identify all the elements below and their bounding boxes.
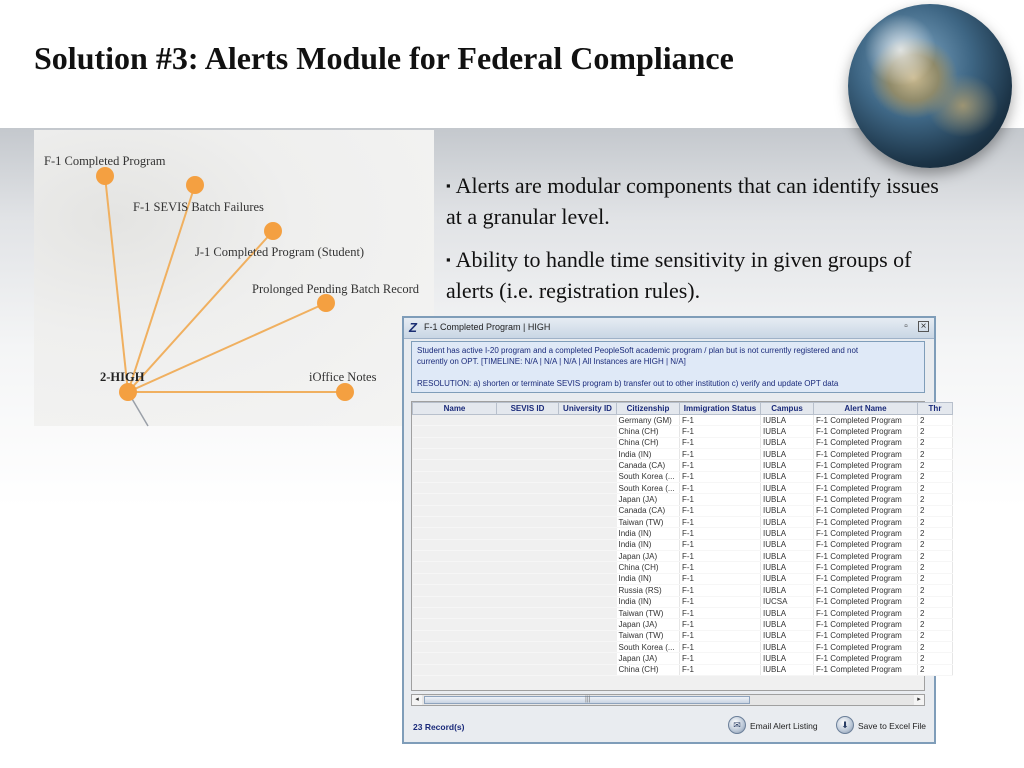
- table-cell: IUBLA: [761, 653, 814, 664]
- alert-description-line: Student has active I-20 program and a completed PeopleSoft academic program / plan but is not currently registered and not: [417, 346, 859, 355]
- table-cell: F-1 Completed Program: [814, 426, 918, 437]
- table-cell: 2: [918, 664, 953, 675]
- table-cell: [413, 539, 497, 550]
- table-cell: IUBLA: [761, 517, 814, 528]
- table-cell: F-1: [680, 471, 761, 482]
- table-cell: 2: [918, 449, 953, 460]
- table-row[interactable]: [413, 585, 953, 596]
- bullet-list: [446, 170, 946, 318]
- table-cell: 2: [918, 483, 953, 494]
- table-cell: IUBLA: [761, 471, 814, 482]
- table-cell: 2: [918, 471, 953, 482]
- table-cell: [559, 641, 617, 652]
- table-cell: [559, 426, 617, 437]
- table-cell: [559, 437, 617, 448]
- alert-table-body: [413, 415, 953, 676]
- column-header[interactable]: University ID: [559, 403, 617, 415]
- table-cell: [559, 585, 617, 596]
- node-label-f1-completed: F-1 Completed Program: [44, 154, 166, 168]
- table-cell: [559, 619, 617, 630]
- table-row[interactable]: [413, 653, 953, 664]
- table-cell: IUBLA: [761, 426, 814, 437]
- bullet-item: [446, 170, 946, 232]
- table-row[interactable]: [413, 517, 953, 528]
- table-cell: [413, 426, 497, 437]
- column-header[interactable]: Campus: [761, 403, 814, 415]
- table-cell: 2: [918, 596, 953, 607]
- table-cell: 2: [918, 630, 953, 641]
- table-cell: [413, 483, 497, 494]
- table-cell: IUBLA: [761, 573, 814, 584]
- table-cell: F-1 Completed Program: [814, 551, 918, 562]
- table-cell: F-1: [680, 573, 761, 584]
- bullet-text: Alerts are modular components that can identify issues at a granular level.: [446, 173, 939, 229]
- table-cell: Japan (JA): [617, 494, 680, 505]
- table-cell: F-1 Completed Program: [814, 505, 918, 516]
- table-cell: [559, 494, 617, 505]
- table-cell: IUBLA: [761, 460, 814, 471]
- table-row[interactable]: [413, 641, 953, 652]
- node-label-2-high: 2-HIGH: [100, 370, 145, 384]
- table-cell: India (IN): [617, 539, 680, 550]
- table-cell: F-1 Completed Program: [814, 471, 918, 482]
- table-row[interactable]: [413, 630, 953, 641]
- table-cell: [413, 517, 497, 528]
- table-cell: IUBLA: [761, 483, 814, 494]
- table-row[interactable]: [413, 619, 953, 630]
- table-cell: [559, 551, 617, 562]
- table-row[interactable]: [413, 505, 953, 516]
- table-cell: [497, 460, 559, 471]
- table-cell: [497, 573, 559, 584]
- table-cell: IUBLA: [761, 437, 814, 448]
- scroll-right-icon[interactable]: ▸: [914, 695, 924, 705]
- table-cell: 2: [918, 528, 953, 539]
- table-cell: IUBLA: [761, 630, 814, 641]
- table-cell: [413, 494, 497, 505]
- table-cell: South Korea (...: [617, 471, 680, 482]
- app-logo-icon: Z: [409, 320, 417, 335]
- table-row[interactable]: [413, 528, 953, 539]
- node-ioffice-notes[interactable]: [336, 383, 354, 401]
- alert-description-line: currently on OPT. [TIMELINE: N/A | N/A | N/A | All Instances are HIGH | N/A]: [417, 357, 686, 366]
- table-cell: South Korea (...: [617, 641, 680, 652]
- table-cell: IUBLA: [761, 449, 814, 460]
- table-row[interactable]: [413, 494, 953, 505]
- table-cell: 2: [918, 437, 953, 448]
- table-cell: India (IN): [617, 573, 680, 584]
- alert-description-spacer: [417, 367, 919, 378]
- table-cell: IUBLA: [761, 619, 814, 630]
- table-cell: [413, 460, 497, 471]
- table-cell: [497, 607, 559, 618]
- table-cell: F-1: [680, 449, 761, 460]
- scrollbar-thumb[interactable]: [424, 696, 750, 704]
- close-icon[interactable]: ×: [918, 321, 929, 332]
- edge-pending-batch: [128, 303, 326, 392]
- table-cell: 2: [918, 607, 953, 618]
- table-cell: [497, 415, 559, 426]
- table-cell: [413, 596, 497, 607]
- table-cell: [413, 664, 497, 675]
- email-alert-label: Email Alert Listing: [750, 721, 818, 731]
- alert-window: [402, 316, 942, 744]
- table-cell: [413, 528, 497, 539]
- table-cell: F-1 Completed Program: [814, 641, 918, 652]
- table-row[interactable]: [413, 664, 953, 675]
- table-cell: F-1 Completed Program: [814, 619, 918, 630]
- table-cell: IUBLA: [761, 505, 814, 516]
- column-header[interactable]: SEVIS ID: [497, 403, 559, 415]
- window-statusbar: [404, 710, 934, 742]
- table-cell: F-1: [680, 528, 761, 539]
- table-cell: 2: [918, 539, 953, 550]
- table-cell: [413, 585, 497, 596]
- table-cell: F-1: [680, 426, 761, 437]
- window-titlebar[interactable]: [404, 318, 934, 339]
- table-cell: South Korea (...: [617, 483, 680, 494]
- table-cell: F-1 Completed Program: [814, 437, 918, 448]
- table-cell: [497, 471, 559, 482]
- table-cell: IUBLA: [761, 562, 814, 573]
- table-cell: IUBLA: [761, 585, 814, 596]
- table-cell: F-1 Completed Program: [814, 483, 918, 494]
- window-title: F-1 Completed Program | HIGH: [424, 322, 551, 332]
- node-label-j1-completed: J-1 Completed Program (Student): [195, 245, 365, 259]
- table-cell: [497, 494, 559, 505]
- table-cell: F-1: [680, 437, 761, 448]
- table-cell: F-1 Completed Program: [814, 528, 918, 539]
- column-header[interactable]: Name: [413, 403, 497, 415]
- table-cell: F-1: [680, 562, 761, 573]
- table-cell: [497, 630, 559, 641]
- table-row[interactable]: [413, 415, 953, 426]
- bullet-marker-icon: ▪: [446, 178, 451, 193]
- table-cell: F-1 Completed Program: [814, 562, 918, 573]
- globe-image: [848, 4, 1012, 168]
- table-cell: Taiwan (TW): [617, 630, 680, 641]
- table-cell: Germany (GM): [617, 415, 680, 426]
- node-f1-completed[interactable]: [96, 167, 114, 185]
- table-cell: [559, 460, 617, 471]
- table-cell: [559, 573, 617, 584]
- table-cell: [413, 641, 497, 652]
- table-cell: IUBLA: [761, 551, 814, 562]
- table-cell: F-1: [680, 664, 761, 675]
- table-cell: 2: [918, 551, 953, 562]
- table-cell: Japan (JA): [617, 653, 680, 664]
- table-cell: F-1 Completed Program: [814, 585, 918, 596]
- table-cell: India (IN): [617, 449, 680, 460]
- table-cell: [413, 653, 497, 664]
- table-cell: [559, 415, 617, 426]
- table-cell: Canada (CA): [617, 460, 680, 471]
- table-cell: [497, 562, 559, 573]
- record-count: 23 Record(s): [413, 722, 465, 732]
- column-header[interactable]: Immigration Status: [680, 403, 761, 415]
- table-cell: [497, 505, 559, 516]
- node-sevis-batch[interactable]: [186, 176, 204, 194]
- table-cell: F-1 Completed Program: [814, 607, 918, 618]
- table-cell: [497, 528, 559, 539]
- table-cell: Taiwan (TW): [617, 517, 680, 528]
- table-cell: [413, 505, 497, 516]
- table-cell: [559, 505, 617, 516]
- table-cell: [413, 471, 497, 482]
- table-cell: [497, 653, 559, 664]
- table-cell: F-1 Completed Program: [814, 539, 918, 550]
- table-cell: 2: [918, 415, 953, 426]
- table-cell: [559, 483, 617, 494]
- table-cell: IUBLA: [761, 415, 814, 426]
- table-cell: [497, 483, 559, 494]
- table-cell: F-1: [680, 483, 761, 494]
- table-cell: 2: [918, 517, 953, 528]
- table-cell: Russia (RS): [617, 585, 680, 596]
- table-cell: 2: [918, 562, 953, 573]
- table-cell: F-1: [680, 596, 761, 607]
- table-cell: F-1: [680, 551, 761, 562]
- table-cell: IUBLA: [761, 494, 814, 505]
- alert-resolution: RESOLUTION: a) shorten or terminate SEVIS program b) transfer out to other institution c) verify and update OPT data: [417, 379, 839, 388]
- table-cell: F-1 Completed Program: [814, 573, 918, 584]
- table-header-row: [413, 403, 953, 415]
- table-cell: F-1 Completed Program: [814, 460, 918, 471]
- table-cell: [559, 596, 617, 607]
- table-cell: 2: [918, 460, 953, 471]
- table-cell: [497, 664, 559, 675]
- table-cell: India (IN): [617, 528, 680, 539]
- table-cell: [559, 539, 617, 550]
- table-cell: [413, 619, 497, 630]
- table-cell: [413, 415, 497, 426]
- table-cell: F-1: [680, 630, 761, 641]
- edge-sevis-batch: [128, 185, 195, 392]
- table-cell: [497, 596, 559, 607]
- table-cell: F-1: [680, 505, 761, 516]
- column-header[interactable]: Thr: [918, 403, 953, 415]
- table-cell: [497, 426, 559, 437]
- table-cell: F-1: [680, 641, 761, 652]
- table-cell: [559, 607, 617, 618]
- table-cell: [559, 664, 617, 675]
- table-cell: F-1 Completed Program: [814, 630, 918, 641]
- node-j1-completed[interactable]: [264, 222, 282, 240]
- table-cell: F-1 Completed Program: [814, 415, 918, 426]
- table-cell: [413, 437, 497, 448]
- table-cell: [413, 573, 497, 584]
- table-cell: Japan (JA): [617, 619, 680, 630]
- table-row[interactable]: [413, 460, 953, 471]
- table-cell: [497, 517, 559, 528]
- table-cell: Taiwan (TW): [617, 607, 680, 618]
- table-row[interactable]: [413, 483, 953, 494]
- table-cell: [559, 562, 617, 573]
- table-cell: F-1: [680, 415, 761, 426]
- table-cell: IUBLA: [761, 539, 814, 550]
- table-cell: China (CH): [617, 426, 680, 437]
- column-header[interactable]: Alert Name: [814, 403, 918, 415]
- table-cell: [497, 619, 559, 630]
- table-cell: [497, 539, 559, 550]
- table-cell: India (IN): [617, 596, 680, 607]
- restore-icon[interactable]: ▫: [904, 321, 908, 332]
- alert-graph: [34, 130, 434, 426]
- node-label-pending-batch: Prolonged Pending Batch Record: [252, 282, 419, 296]
- edge-f1-completed: [105, 176, 128, 392]
- table-row[interactable]: [413, 471, 953, 482]
- table-cell: F-1: [680, 607, 761, 618]
- table-cell: [413, 449, 497, 460]
- table-cell: [559, 517, 617, 528]
- table-row[interactable]: [413, 607, 953, 618]
- alert-table-grid: [412, 402, 953, 676]
- alert-table: [411, 401, 942, 691]
- table-cell: [559, 528, 617, 539]
- table-cell: F-1: [680, 653, 761, 664]
- table-cell: F-1: [680, 619, 761, 630]
- table-cell: [497, 449, 559, 460]
- table-cell: Japan (JA): [617, 551, 680, 562]
- table-cell: F-1 Completed Program: [814, 494, 918, 505]
- table-cell: [497, 641, 559, 652]
- table-cell: 2: [918, 573, 953, 584]
- table-cell: [497, 551, 559, 562]
- excel-save-icon: ⬇: [836, 716, 854, 734]
- alert-table-header: [413, 403, 953, 415]
- table-cell: 2: [918, 619, 953, 630]
- table-cell: [559, 471, 617, 482]
- table-cell: 2: [918, 505, 953, 516]
- scroll-grip-icon: |||: [585, 696, 591, 703]
- scroll-left-icon[interactable]: ◂: [412, 695, 422, 705]
- table-cell: [413, 562, 497, 573]
- table-cell: 2: [918, 641, 953, 652]
- table-cell: [413, 551, 497, 562]
- slide-title: Solution #3: Alerts Module for Federal Compliance: [34, 40, 734, 76]
- table-cell: Canada (CA): [617, 505, 680, 516]
- table-cell: 2: [918, 426, 953, 437]
- table-cell: F-1: [680, 517, 761, 528]
- table-cell: IUBLA: [761, 641, 814, 652]
- table-cell: [497, 585, 559, 596]
- table-cell: F-1 Completed Program: [814, 449, 918, 460]
- table-cell: China (CH): [617, 562, 680, 573]
- table-cell: 2: [918, 653, 953, 664]
- bullet-text: Ability to handle time sensitivity in given groups of alerts (i.e. registration rules).: [446, 247, 912, 303]
- table-row[interactable]: [413, 449, 953, 460]
- table-cell: F-1: [680, 539, 761, 550]
- table-cell: [559, 653, 617, 664]
- table-row[interactable]: [413, 596, 953, 607]
- node-label-sevis-batch: F-1 SEVIS Batch Failures: [133, 200, 264, 214]
- table-row[interactable]: [413, 562, 953, 573]
- table-cell: China (CH): [617, 437, 680, 448]
- node-label-ioffice-notes: iOffice Notes: [309, 370, 377, 384]
- node-2-high[interactable]: [119, 383, 137, 401]
- table-cell: [559, 630, 617, 641]
- table-row[interactable]: [413, 437, 953, 448]
- table-cell: F-1 Completed Program: [814, 517, 918, 528]
- table-cell: F-1: [680, 494, 761, 505]
- table-cell: IUBLA: [761, 528, 814, 539]
- email-icon: ✉: [728, 716, 746, 734]
- table-cell: 2: [918, 494, 953, 505]
- save-excel-button[interactable]: [836, 716, 932, 736]
- table-cell: IUCSA: [761, 596, 814, 607]
- table-row[interactable]: [413, 573, 953, 584]
- column-header[interactable]: Citizenship: [617, 403, 680, 415]
- table-cell: F-1 Completed Program: [814, 596, 918, 607]
- bullet-item: [446, 244, 946, 306]
- table-row[interactable]: [413, 551, 953, 562]
- table-cell: F-1: [680, 585, 761, 596]
- table-cell: F-1 Completed Program: [814, 653, 918, 664]
- table-row[interactable]: [413, 426, 953, 437]
- bullet-marker-icon: ▪: [446, 252, 451, 267]
- table-cell: F-1 Completed Program: [814, 664, 918, 675]
- save-excel-label: Save to Excel File: [858, 721, 927, 731]
- email-alert-button[interactable]: [728, 716, 828, 736]
- table-cell: F-1: [680, 460, 761, 471]
- table-cell: IUBLA: [761, 607, 814, 618]
- table-cell: [413, 630, 497, 641]
- table-cell: China (CH): [617, 664, 680, 675]
- horizontal-scrollbar[interactable]: [411, 694, 925, 706]
- table-cell: IUBLA: [761, 664, 814, 675]
- alert-description: [411, 341, 925, 393]
- table-cell: 2: [918, 585, 953, 596]
- table-row[interactable]: [413, 539, 953, 550]
- table-cell: [497, 437, 559, 448]
- table-cell: [559, 449, 617, 460]
- table-cell: [413, 607, 497, 618]
